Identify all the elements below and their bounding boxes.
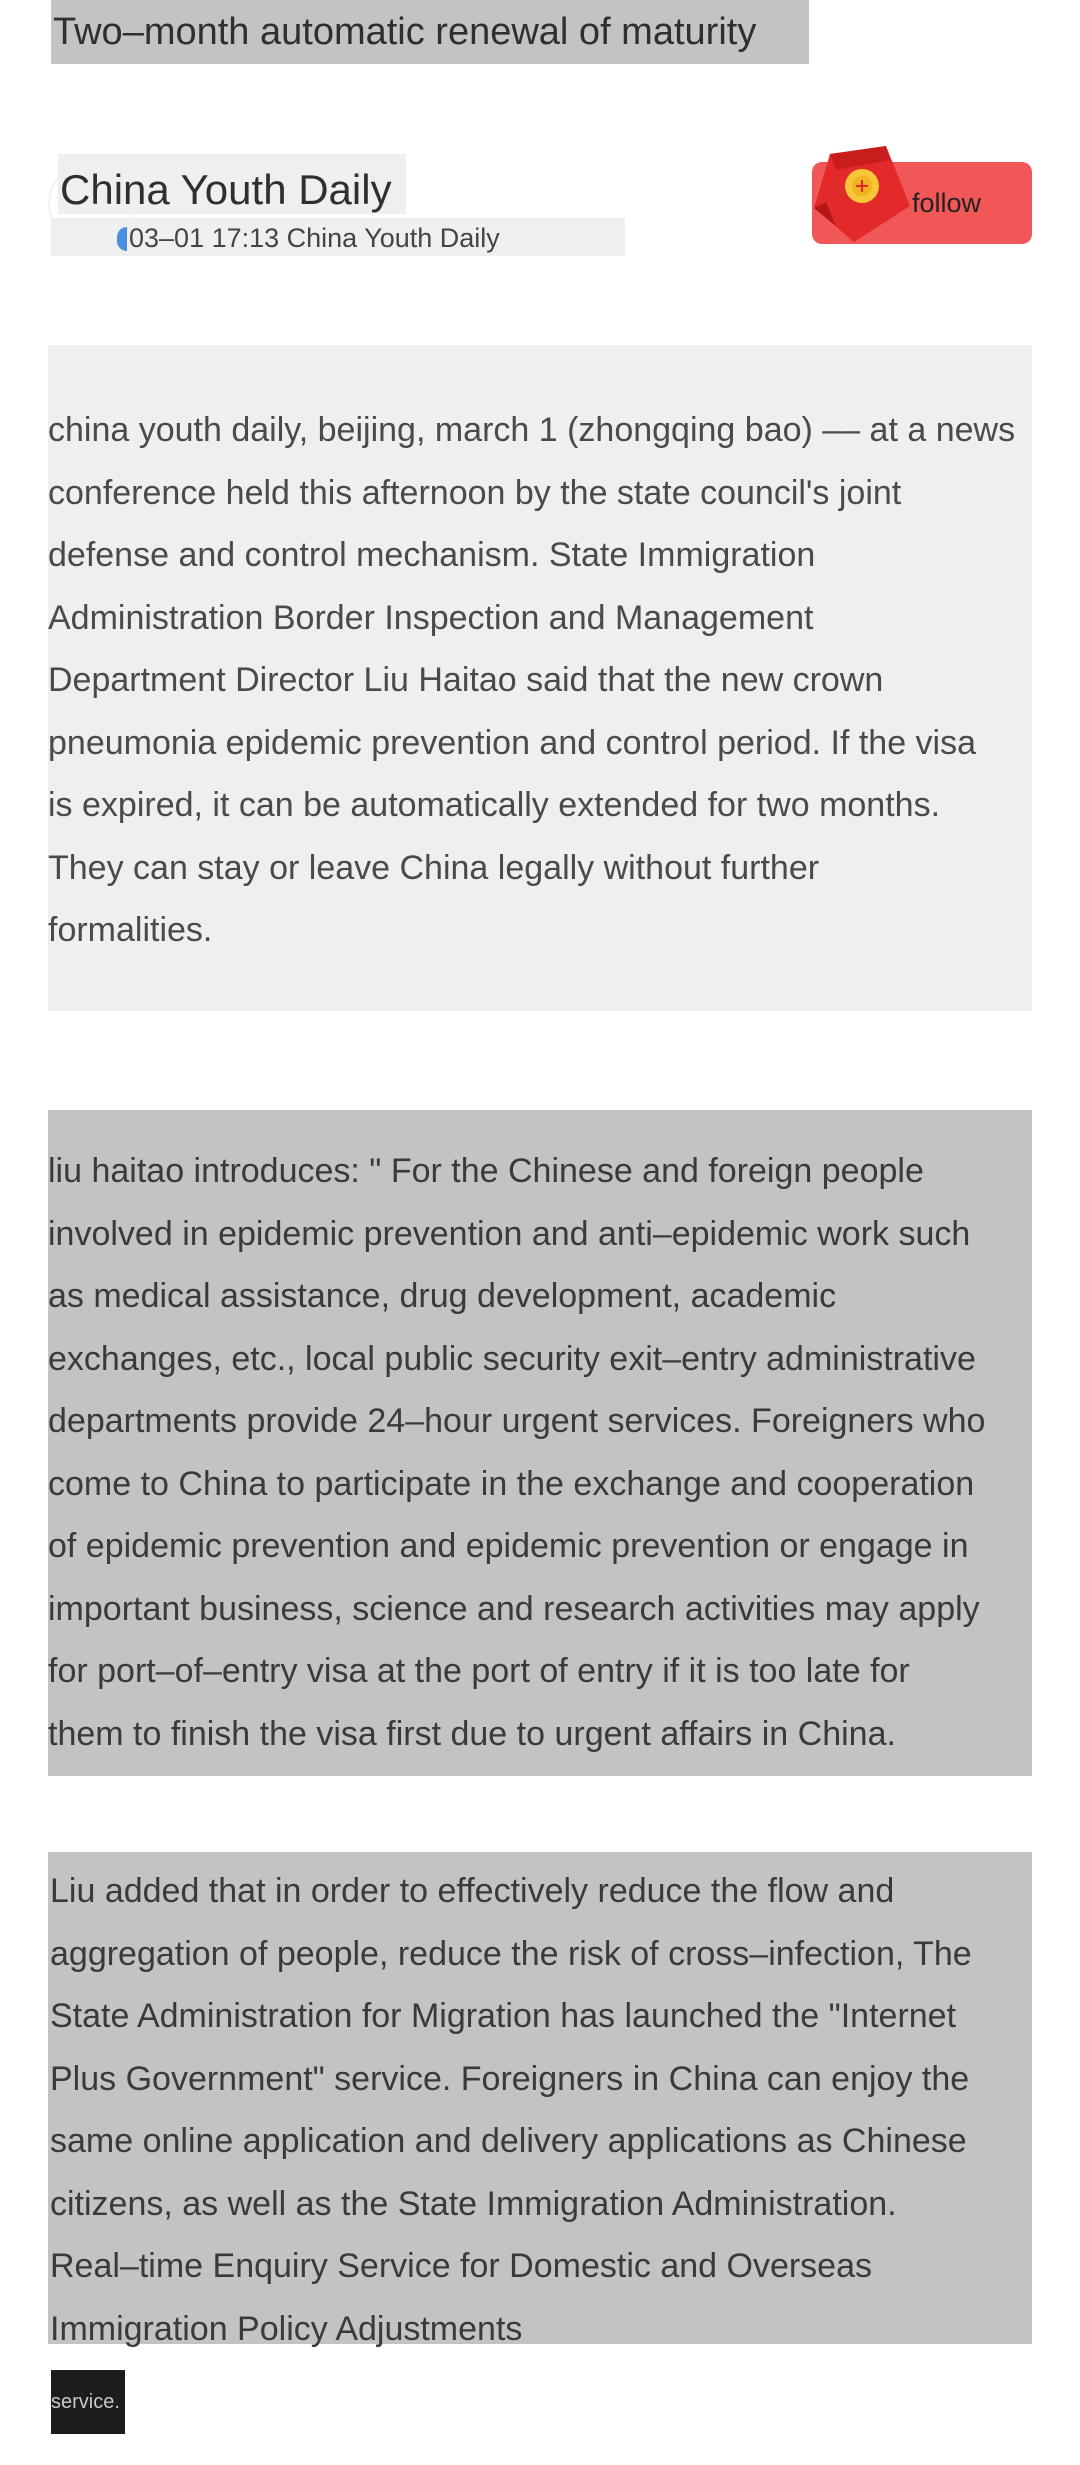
publish-meta-text: 03–01 17:13 China Youth Daily xyxy=(129,223,500,253)
paragraph-3: Liu added that in order to effectively reduce the flow and aggregation of people, reduce the risk of cross–infection, The State Administration for Migration has launched the "Internet Plus Government" service. Foreigners in China can enjoy the same online application and delivery applications as Chinese citizens, as well as the State Immigration Administration. Real–time Enquiry Service for Domestic and Overseas Immigration Policy Adjustments xyxy=(48,1852,1032,2344)
source-name[interactable]: China Youth Daily xyxy=(58,154,406,214)
avatar-dot-icon xyxy=(117,227,127,251)
publish-meta xyxy=(51,218,625,256)
paragraph-2: liu haitao introduces: " For the Chinese and foreign people involved in epidemic prevention and anti–epidemic work such as medical assistance, drug development, academic exchanges, etc., local public security exit–entry administrative departments provide 24–hour urgent services. Foreigners who come to China to participate in the exchange and cooperation of epidemic prevention and epidemic prevention or engage in important business, science and research activities may apply for port–of–entry visa at the port of entry if it is too late for them to finish the visa first due to urgent affairs in China. xyxy=(48,1110,1032,1776)
follow-label: follow xyxy=(912,188,982,218)
service-chip[interactable]: service. xyxy=(51,2370,125,2434)
red-envelope-icon xyxy=(806,146,910,242)
paragraph-1: china youth daily, beijing, march 1 (zhongqing bao) –– at a news conference held this afternoon by the state council's joint defense and control mechanism. State Immigration Administration Border Inspection and Management Department Director Liu Haitao said that the new crown pneumonia epidemic prevention and control period. If the visa is expired, it can be automatically extended for two months. They can stay or leave China legally without further formalities. xyxy=(48,345,1032,1011)
article-title: Two–month automatic renewal of maturity xyxy=(51,0,809,64)
